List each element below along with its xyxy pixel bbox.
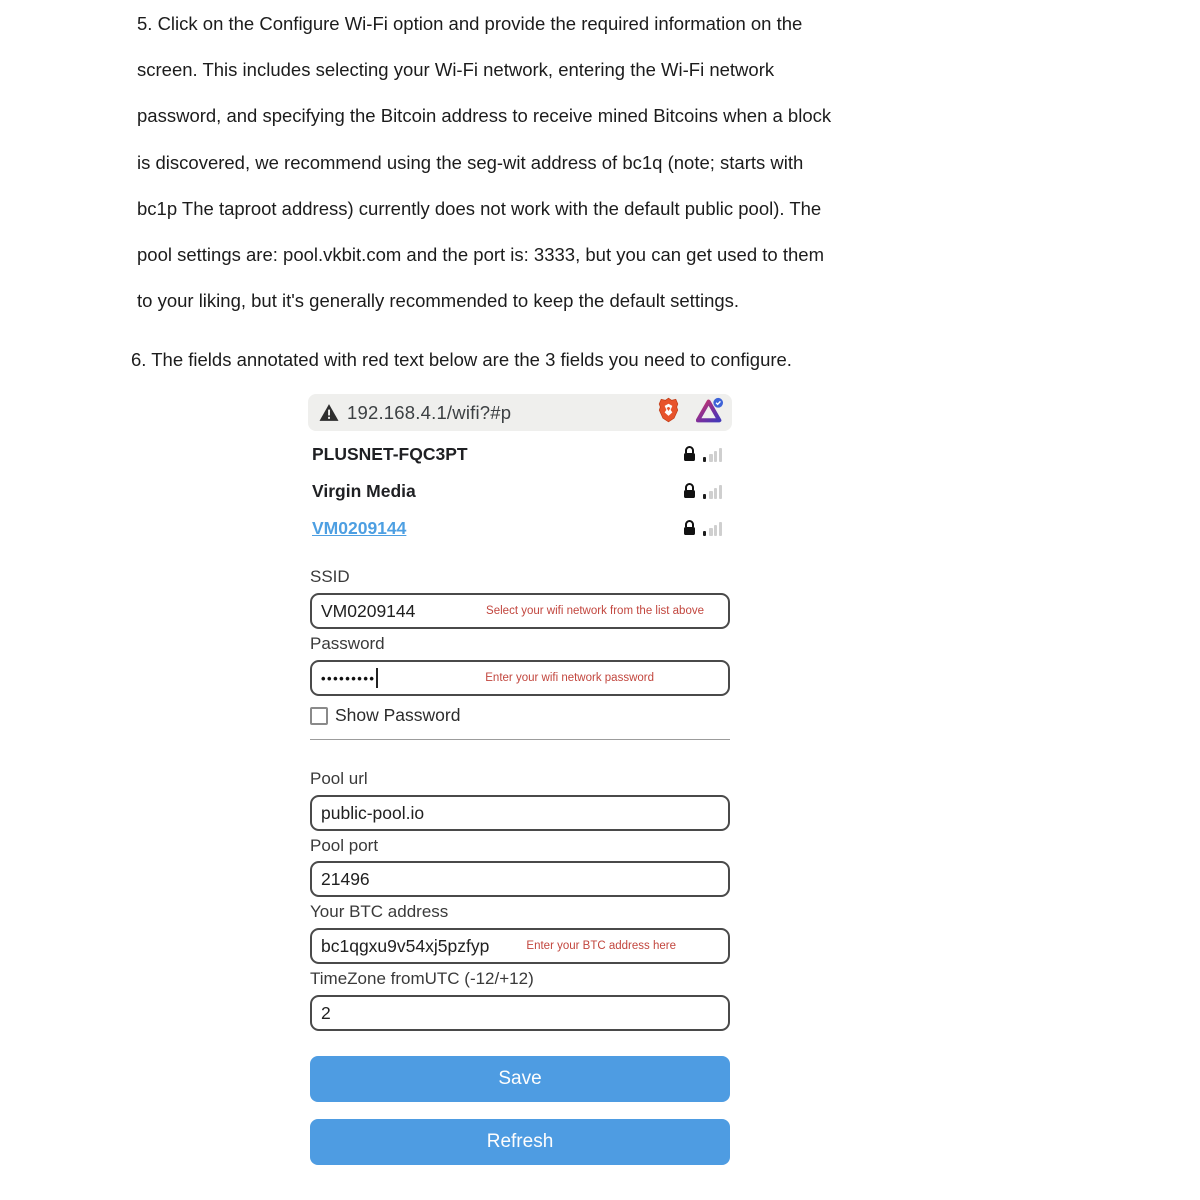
network-status-icons <box>683 446 722 462</box>
lock-icon <box>683 520 696 536</box>
warning-triangle-icon <box>319 403 339 422</box>
password-hint: Enter your wifi network password <box>485 672 654 684</box>
browser-address-bar[interactable] <box>308 394 732 431</box>
btc-address-label: Your BTC address <box>310 902 449 921</box>
signal-strength-icon <box>703 521 722 536</box>
ssid-input[interactable] <box>310 593 730 629</box>
pool-port-label: Pool port <box>310 836 379 855</box>
btc-address-input[interactable] <box>310 928 730 964</box>
address-bar-icons <box>657 397 724 429</box>
refresh-button[interactable]: Refresh <box>310 1119 730 1165</box>
pool-port-input[interactable] <box>310 861 730 897</box>
network-item[interactable] <box>312 480 728 502</box>
step5-line: screen. This includes selecting your Wi-Fi network, entering the Wi-Fi network <box>137 59 775 81</box>
step5-line: pool settings are: pool.vkbit.com and the port is: 3333, but you can get used to them <box>137 243 824 265</box>
step5-line: to your liking, but it's generally recommended to keep the default settings. <box>137 290 740 312</box>
show-password-row[interactable] <box>310 705 460 726</box>
step5-line: is discovered, we recommend using the seg-wit address of bc1q (note; starts with <box>137 151 804 173</box>
network-item-selected[interactable] <box>312 517 728 539</box>
step5-line: 5. Click on the Configure Wi-Fi option and provide the required information on the <box>137 13 803 34</box>
show-password-checkbox[interactable] <box>310 707 328 725</box>
instructions <box>131 1 1097 384</box>
pool-port-value: 21496 <box>321 868 370 889</box>
step5-line: password, and specifying the Bitcoin address to receive mined Bitcoins when a block <box>137 105 832 127</box>
lock-icon <box>683 446 696 462</box>
pool-url-label: Pool url <box>310 769 368 788</box>
btc-address-value: bc1qgxu9v54xj5pzfyp <box>321 935 490 956</box>
ssid-hint: Select your wifi network from the list above <box>486 605 704 617</box>
triangle-extension-icon[interactable] <box>696 397 724 429</box>
pool-url-input[interactable] <box>310 795 730 831</box>
network-status-icons <box>683 520 722 536</box>
lock-icon <box>683 483 696 499</box>
ssid-value: VM0209144 <box>321 600 416 621</box>
save-button[interactable]: Save <box>310 1056 730 1102</box>
pool-url-value: public-pool.io <box>321 802 425 823</box>
step5-line: bc1p The taproot address) currently does not work with the default public pool). The <box>137 197 822 219</box>
network-name: PLUSNET-FQC3PT <box>312 443 468 464</box>
text-cursor <box>376 668 378 688</box>
btc-address-hint: Enter your BTC address here <box>526 940 676 952</box>
network-status-icons <box>683 483 722 499</box>
password-input[interactable] <box>310 660 730 696</box>
step6-line: 6. The fields annotated with red text below are the 3 fields you need to configure. <box>131 349 792 371</box>
show-password-label: Show Password <box>335 705 461 725</box>
signal-strength-icon <box>703 484 722 499</box>
timezone-label: TimeZone fromUTC (-12/+12) <box>310 969 534 988</box>
password-label: Password <box>310 634 385 653</box>
timezone-value: 2 <box>321 1002 331 1023</box>
section-divider <box>310 739 730 740</box>
signal-strength-icon <box>703 447 722 462</box>
wifi-config-screenshot <box>308 393 732 1168</box>
network-name-link[interactable]: VM0209144 <box>312 517 407 538</box>
network-item[interactable] <box>312 443 728 465</box>
brave-icon[interactable] <box>657 397 680 428</box>
network-name: Virgin Media <box>312 480 416 501</box>
password-value: ••••••••• <box>321 670 376 686</box>
ssid-label: SSID <box>310 567 350 586</box>
url-text[interactable]: 192.168.4.1/wifi?#p <box>347 401 512 423</box>
timezone-input[interactable] <box>310 995 730 1031</box>
